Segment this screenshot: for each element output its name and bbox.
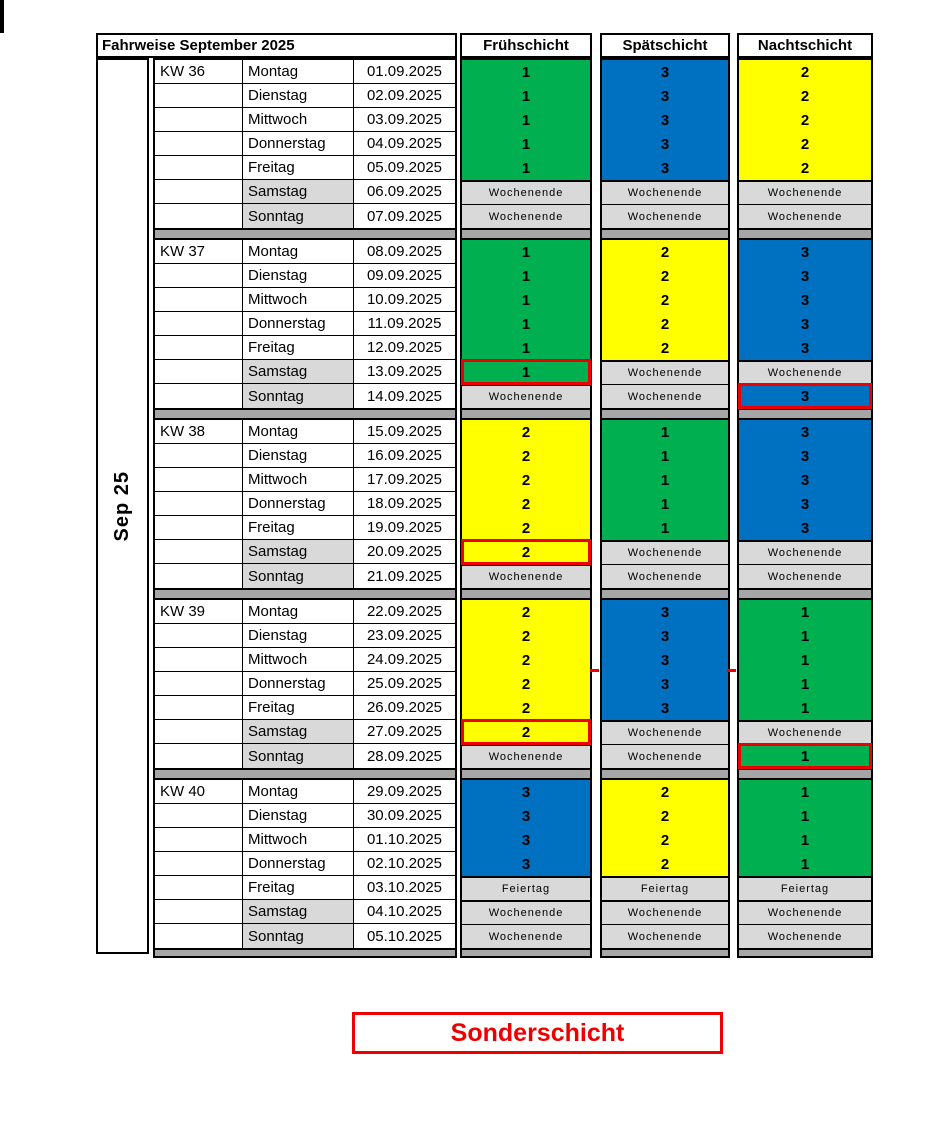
shift-value-cell: 3 bbox=[739, 420, 871, 444]
shift-column-spaetschicht bbox=[600, 58, 730, 958]
kw-cell bbox=[155, 132, 243, 156]
shift-value-cell: 1 bbox=[602, 516, 728, 540]
red-connector-artifact bbox=[727, 669, 736, 672]
shift-value-cell: 1 bbox=[739, 600, 871, 624]
shift-value-cell: 3 bbox=[739, 492, 871, 516]
shift-value-cell: 2 bbox=[602, 264, 728, 288]
kw-cell bbox=[155, 852, 243, 876]
column-header-nachtschicht: Nachtschicht bbox=[737, 33, 873, 58]
date-cell: 05.09.2025 bbox=[354, 156, 455, 180]
shift-value-cell: 3 bbox=[739, 264, 871, 288]
weekend-cell: Wochenende bbox=[462, 900, 590, 924]
day-row bbox=[155, 648, 455, 672]
date-cell: 04.10.2025 bbox=[354, 900, 455, 924]
kw-cell bbox=[155, 672, 243, 696]
weekend-cell: Wochenende bbox=[462, 744, 590, 768]
day-name-cell: Sonntag bbox=[243, 384, 354, 408]
day-name-cell: Samstag bbox=[243, 900, 354, 924]
kw-cell bbox=[155, 564, 243, 588]
shift-value-cell: 1 bbox=[739, 696, 871, 720]
page-title: Fahrweise September 2025 bbox=[96, 33, 457, 58]
shift-value-cell: 1 bbox=[462, 288, 590, 312]
red-connector-artifact bbox=[590, 669, 599, 672]
shift-value-cell: 2 bbox=[462, 492, 590, 516]
shift-value-cell: 1 bbox=[462, 264, 590, 288]
date-cell: 15.09.2025 bbox=[354, 420, 455, 444]
sonderschicht-legend-box bbox=[352, 1012, 723, 1054]
kw-cell: KW 39 bbox=[155, 600, 243, 624]
kw-cell bbox=[155, 108, 243, 132]
shift-value-cell: 2 bbox=[462, 420, 590, 444]
date-cell: 07.09.2025 bbox=[366, 207, 443, 225]
day-name-cell: Donnerstag bbox=[243, 492, 354, 516]
day-row bbox=[155, 780, 455, 804]
date-cell: 09.09.2025 bbox=[354, 264, 455, 288]
table-body bbox=[96, 58, 873, 958]
shift-value-cell: 2 bbox=[602, 240, 728, 264]
date-cell: 20.09.2025 bbox=[354, 540, 455, 564]
kw-cell: KW 40 bbox=[155, 780, 243, 804]
day-row bbox=[155, 672, 455, 696]
date-cell: 05.10.2025 bbox=[366, 927, 443, 945]
day-row bbox=[155, 924, 455, 948]
week-separator bbox=[155, 228, 455, 240]
day-row bbox=[155, 492, 455, 516]
day-name-cell: Mittwoch bbox=[243, 108, 354, 132]
shift-column-fruehschicht bbox=[460, 58, 592, 958]
shift-value-cell: 2 bbox=[462, 468, 590, 492]
kw-cell bbox=[155, 336, 243, 360]
day-row bbox=[155, 180, 455, 204]
shift-value-cell: 3 bbox=[602, 156, 728, 180]
day-row bbox=[155, 540, 455, 564]
day-name-cell: Samstag bbox=[243, 180, 354, 204]
week-separator bbox=[155, 408, 455, 420]
week-separator bbox=[602, 768, 728, 780]
day-name-cell: Mittwoch bbox=[243, 648, 354, 672]
week-separator bbox=[602, 228, 728, 240]
shift-value-cell: 3 bbox=[602, 132, 728, 156]
week-separator bbox=[739, 768, 871, 780]
page-corner-mark bbox=[0, 0, 4, 33]
day-row bbox=[155, 564, 455, 588]
weekend-cell: Wochenende bbox=[602, 564, 728, 588]
day-name-cell: Sonntag bbox=[243, 744, 354, 768]
kw-cell bbox=[155, 720, 243, 744]
day-name-cell: Samstag bbox=[243, 540, 354, 564]
day-name-cell: Montag bbox=[243, 240, 354, 264]
shift-value-cell: 3 bbox=[739, 312, 871, 336]
shift-value-cell: 1 bbox=[462, 60, 590, 84]
day-name-cell: Freitag bbox=[243, 696, 354, 720]
shift-value-cell: 2 bbox=[462, 624, 590, 648]
date-cell: 02.10.2025 bbox=[354, 852, 455, 876]
sonderschicht-cell: 2 bbox=[462, 720, 590, 744]
weekend-cell: Wochenende bbox=[602, 540, 728, 564]
sonderschicht-cell: 2 bbox=[462, 540, 590, 564]
shift-value-cell: 2 bbox=[602, 336, 728, 360]
week-separator bbox=[602, 948, 728, 956]
day-name-cell: Freitag bbox=[243, 516, 354, 540]
shift-value-cell: 2 bbox=[602, 804, 728, 828]
shift-value-cell: 3 bbox=[602, 600, 728, 624]
shift-value-cell: 2 bbox=[602, 780, 728, 804]
date-cell: 25.09.2025 bbox=[354, 672, 455, 696]
schedule-sheet bbox=[96, 33, 873, 958]
day-name-cell: Dienstag bbox=[243, 84, 354, 108]
kw-cell bbox=[155, 540, 243, 564]
date-cell: 30.09.2025 bbox=[354, 804, 455, 828]
day-name-cell: Mittwoch bbox=[243, 828, 354, 852]
date-cell: 02.09.2025 bbox=[354, 84, 455, 108]
shift-value-cell: 2 bbox=[739, 132, 871, 156]
shift-value-cell: 1 bbox=[462, 108, 590, 132]
shift-value-cell: 2 bbox=[462, 444, 590, 468]
kw-cell bbox=[155, 384, 243, 408]
shift-value-cell: 3 bbox=[462, 804, 590, 828]
day-row bbox=[155, 156, 455, 180]
weekend-cell: Wochenende bbox=[462, 564, 590, 588]
day-name-cell: Sonntag bbox=[243, 564, 354, 588]
day-row bbox=[155, 60, 455, 84]
weekend-cell: Wochenende bbox=[462, 204, 590, 228]
shift-value-cell: 1 bbox=[739, 624, 871, 648]
shift-value-cell: 1 bbox=[739, 828, 871, 852]
weekend-cell: Wochenende bbox=[462, 180, 590, 204]
shift-value-cell: 1 bbox=[462, 240, 590, 264]
holiday-cell: Feiertag bbox=[602, 876, 728, 900]
weekend-cell: Wochenende bbox=[602, 744, 728, 768]
holiday-cell: Feiertag bbox=[739, 876, 871, 900]
shift-value-cell: 2 bbox=[739, 108, 871, 132]
day-name-cell: Sonntag bbox=[243, 924, 354, 948]
shift-value-cell: 1 bbox=[462, 156, 590, 180]
shift-value-cell: 3 bbox=[462, 780, 590, 804]
date-cell: 29.09.2025 bbox=[354, 780, 455, 804]
date-cell: 18.09.2025 bbox=[354, 492, 455, 516]
weekend-cell: Wochenende bbox=[602, 720, 728, 744]
kw-cell bbox=[155, 492, 243, 516]
shift-value-cell: 2 bbox=[462, 516, 590, 540]
kw-cell bbox=[155, 468, 243, 492]
shift-value-cell: 3 bbox=[602, 696, 728, 720]
day-name-cell: Mittwoch bbox=[243, 288, 354, 312]
date-cell: 27.09.2025 bbox=[354, 720, 455, 744]
kw-cell bbox=[155, 516, 243, 540]
kw-cell bbox=[155, 180, 243, 204]
day-row bbox=[155, 204, 455, 228]
shift-value-cell: 3 bbox=[739, 336, 871, 360]
weekend-cell: Wochenende bbox=[739, 564, 871, 588]
shift-value-cell: 1 bbox=[462, 132, 590, 156]
week-separator bbox=[462, 228, 590, 240]
day-row bbox=[155, 420, 455, 444]
date-cell: 23.09.2025 bbox=[354, 624, 455, 648]
week-separator bbox=[739, 948, 871, 956]
date-cell: 12.09.2025 bbox=[354, 336, 455, 360]
header-row bbox=[96, 33, 873, 58]
day-name-cell: Sonntag bbox=[243, 204, 354, 228]
date-cell: 26.09.2025 bbox=[354, 696, 455, 720]
kw-cell bbox=[155, 156, 243, 180]
day-row bbox=[155, 444, 455, 468]
shift-value-cell: 3 bbox=[462, 828, 590, 852]
week-separator bbox=[739, 408, 871, 420]
weekend-cell: Wochenende bbox=[602, 900, 728, 924]
day-name-cell: Donnerstag bbox=[243, 312, 354, 336]
day-name-cell: Dienstag bbox=[243, 444, 354, 468]
day-row bbox=[155, 384, 455, 408]
date-cell: 11.09.2025 bbox=[354, 312, 455, 336]
kw-cell bbox=[155, 204, 243, 228]
kw-cell bbox=[155, 648, 243, 672]
sonderschicht-cell: 1 bbox=[739, 744, 871, 768]
day-row bbox=[155, 108, 455, 132]
date-cell: 28.09.2025 bbox=[366, 747, 443, 765]
week-separator bbox=[739, 588, 871, 600]
day-table bbox=[153, 58, 457, 958]
weekend-cell: Wochenende bbox=[462, 384, 590, 408]
shift-value-cell: 1 bbox=[462, 312, 590, 336]
day-row bbox=[155, 288, 455, 312]
shift-value-cell: 3 bbox=[739, 468, 871, 492]
kw-cell bbox=[155, 84, 243, 108]
kw-cell: KW 36 bbox=[155, 60, 243, 84]
date-cell: 01.09.2025 bbox=[354, 60, 455, 84]
shift-value-cell: 1 bbox=[739, 852, 871, 876]
week-separator bbox=[462, 408, 590, 420]
weekend-cell: Wochenende bbox=[739, 360, 871, 384]
shift-value-cell: 1 bbox=[602, 492, 728, 516]
day-row bbox=[155, 84, 455, 108]
day-row bbox=[155, 828, 455, 852]
date-cell: 03.09.2025 bbox=[354, 108, 455, 132]
day-name-cell: Mittwoch bbox=[243, 468, 354, 492]
weekend-cell: Wochenende bbox=[739, 180, 871, 204]
day-row bbox=[155, 852, 455, 876]
kw-cell bbox=[155, 264, 243, 288]
day-name-cell: Montag bbox=[243, 780, 354, 804]
kw-cell bbox=[155, 624, 243, 648]
day-name-cell: Samstag bbox=[243, 360, 354, 384]
weekend-cell: Wochenende bbox=[602, 204, 728, 228]
kw-cell bbox=[155, 744, 243, 768]
week-separator bbox=[155, 768, 455, 780]
kw-cell bbox=[155, 360, 243, 384]
day-row bbox=[155, 744, 455, 768]
shift-value-cell: 1 bbox=[602, 444, 728, 468]
date-cell: 21.09.2025 bbox=[366, 567, 443, 585]
sonderschicht-cell: 3 bbox=[739, 384, 871, 408]
holiday-cell: Feiertag bbox=[462, 876, 590, 900]
shift-value-cell: 1 bbox=[739, 672, 871, 696]
shift-value-cell: 3 bbox=[602, 60, 728, 84]
day-row bbox=[155, 360, 455, 384]
shift-value-cell: 2 bbox=[602, 852, 728, 876]
kw-cell bbox=[155, 924, 243, 948]
date-cell: 17.09.2025 bbox=[354, 468, 455, 492]
date-cell: 04.09.2025 bbox=[354, 132, 455, 156]
kw-cell bbox=[155, 288, 243, 312]
weekend-cell: Wochenende bbox=[462, 924, 590, 948]
column-header-fruehschicht: Frühschicht bbox=[460, 33, 592, 58]
month-column bbox=[96, 58, 149, 954]
shift-value-cell: 2 bbox=[739, 156, 871, 180]
week-separator bbox=[155, 588, 455, 600]
day-row bbox=[155, 132, 455, 156]
shift-value-cell: 2 bbox=[462, 600, 590, 624]
shift-value-cell: 3 bbox=[602, 624, 728, 648]
day-row bbox=[155, 720, 455, 744]
date-cell: 19.09.2025 bbox=[354, 516, 455, 540]
shift-value-cell: 2 bbox=[602, 288, 728, 312]
kw-cell bbox=[155, 900, 243, 924]
week-separator bbox=[462, 948, 590, 956]
sonderschicht-cell: 1 bbox=[462, 360, 590, 384]
shift-value-cell: 1 bbox=[462, 336, 590, 360]
shift-value-cell: 3 bbox=[602, 108, 728, 132]
day-name-cell: Montag bbox=[243, 60, 354, 84]
shift-value-cell: 3 bbox=[739, 516, 871, 540]
day-row bbox=[155, 468, 455, 492]
date-cell: 16.09.2025 bbox=[354, 444, 455, 468]
shift-value-cell: 3 bbox=[602, 672, 728, 696]
day-row bbox=[155, 264, 455, 288]
week-separator bbox=[739, 228, 871, 240]
shift-value-cell: 3 bbox=[739, 444, 871, 468]
kw-cell: KW 38 bbox=[155, 420, 243, 444]
shift-value-cell: 2 bbox=[739, 84, 871, 108]
month-label: Sep 25 bbox=[111, 470, 133, 542]
shift-value-cell: 3 bbox=[602, 84, 728, 108]
day-row bbox=[155, 804, 455, 828]
shift-value-cell: 1 bbox=[602, 420, 728, 444]
day-name-cell: Dienstag bbox=[243, 264, 354, 288]
weekend-cell: Wochenende bbox=[739, 720, 871, 744]
day-row bbox=[155, 624, 455, 648]
day-name-cell: Donnerstag bbox=[243, 132, 354, 156]
date-cell: 06.09.2025 bbox=[354, 180, 455, 204]
day-name-cell: Dienstag bbox=[243, 804, 354, 828]
day-name-cell: Freitag bbox=[243, 876, 354, 900]
kw-cell bbox=[155, 828, 243, 852]
day-row bbox=[155, 312, 455, 336]
date-cell: 01.10.2025 bbox=[354, 828, 455, 852]
shift-value-cell: 1 bbox=[602, 468, 728, 492]
day-name-cell: Montag bbox=[243, 600, 354, 624]
kw-cell bbox=[155, 444, 243, 468]
shift-value-cell: 1 bbox=[739, 648, 871, 672]
shift-value-cell: 2 bbox=[462, 648, 590, 672]
weekend-cell: Wochenende bbox=[602, 924, 728, 948]
day-row bbox=[155, 876, 455, 900]
weekend-cell: Wochenende bbox=[739, 540, 871, 564]
day-name-cell: Donnerstag bbox=[243, 852, 354, 876]
day-row bbox=[155, 516, 455, 540]
weekend-cell: Wochenende bbox=[739, 924, 871, 948]
kw-cell: KW 37 bbox=[155, 240, 243, 264]
date-cell: 08.09.2025 bbox=[354, 240, 455, 264]
weekend-cell: Wochenende bbox=[602, 360, 728, 384]
weekend-cell: Wochenende bbox=[602, 384, 728, 408]
shift-value-cell: 1 bbox=[462, 84, 590, 108]
week-separator bbox=[462, 588, 590, 600]
day-row bbox=[155, 336, 455, 360]
kw-cell bbox=[155, 312, 243, 336]
day-name-cell: Samstag bbox=[243, 720, 354, 744]
shift-value-cell: 2 bbox=[462, 672, 590, 696]
date-cell: 24.09.2025 bbox=[354, 648, 455, 672]
day-row bbox=[155, 696, 455, 720]
shift-value-cell: 3 bbox=[739, 240, 871, 264]
day-row bbox=[155, 900, 455, 924]
date-cell: 03.10.2025 bbox=[354, 876, 455, 900]
week-separator bbox=[602, 408, 728, 420]
shift-value-cell: 1 bbox=[739, 780, 871, 804]
shift-value-cell: 2 bbox=[462, 696, 590, 720]
date-cell: 22.09.2025 bbox=[354, 600, 455, 624]
shift-value-cell: 3 bbox=[739, 288, 871, 312]
weekend-cell: Wochenende bbox=[739, 900, 871, 924]
shift-value-cell: 3 bbox=[602, 648, 728, 672]
date-cell: 10.09.2025 bbox=[354, 288, 455, 312]
week-separator bbox=[602, 588, 728, 600]
shift-value-cell: 2 bbox=[602, 312, 728, 336]
shift-column-nachtschicht bbox=[737, 58, 873, 958]
kw-cell bbox=[155, 876, 243, 900]
weekend-cell: Wochenende bbox=[739, 204, 871, 228]
week-separator bbox=[462, 768, 590, 780]
weekend-cell: Wochenende bbox=[602, 180, 728, 204]
sonderschicht-legend-label: Sonderschicht bbox=[450, 1018, 625, 1047]
day-row bbox=[155, 600, 455, 624]
shift-value-cell: 1 bbox=[739, 804, 871, 828]
day-name-cell: Freitag bbox=[243, 156, 354, 180]
kw-cell bbox=[155, 804, 243, 828]
column-header-spaetschicht: Spätschicht bbox=[600, 33, 730, 58]
date-cell: 14.09.2025 bbox=[366, 387, 443, 405]
day-name-cell: Montag bbox=[243, 420, 354, 444]
day-name-cell: Donnerstag bbox=[243, 672, 354, 696]
kw-cell bbox=[155, 696, 243, 720]
date-cell: 13.09.2025 bbox=[354, 360, 455, 384]
day-name-cell: Dienstag bbox=[243, 624, 354, 648]
shift-value-cell: 2 bbox=[739, 60, 871, 84]
week-separator bbox=[155, 948, 455, 956]
day-row bbox=[155, 240, 455, 264]
day-name-cell: Freitag bbox=[243, 336, 354, 360]
shift-value-cell: 2 bbox=[602, 828, 728, 852]
shift-value-cell: 3 bbox=[462, 852, 590, 876]
